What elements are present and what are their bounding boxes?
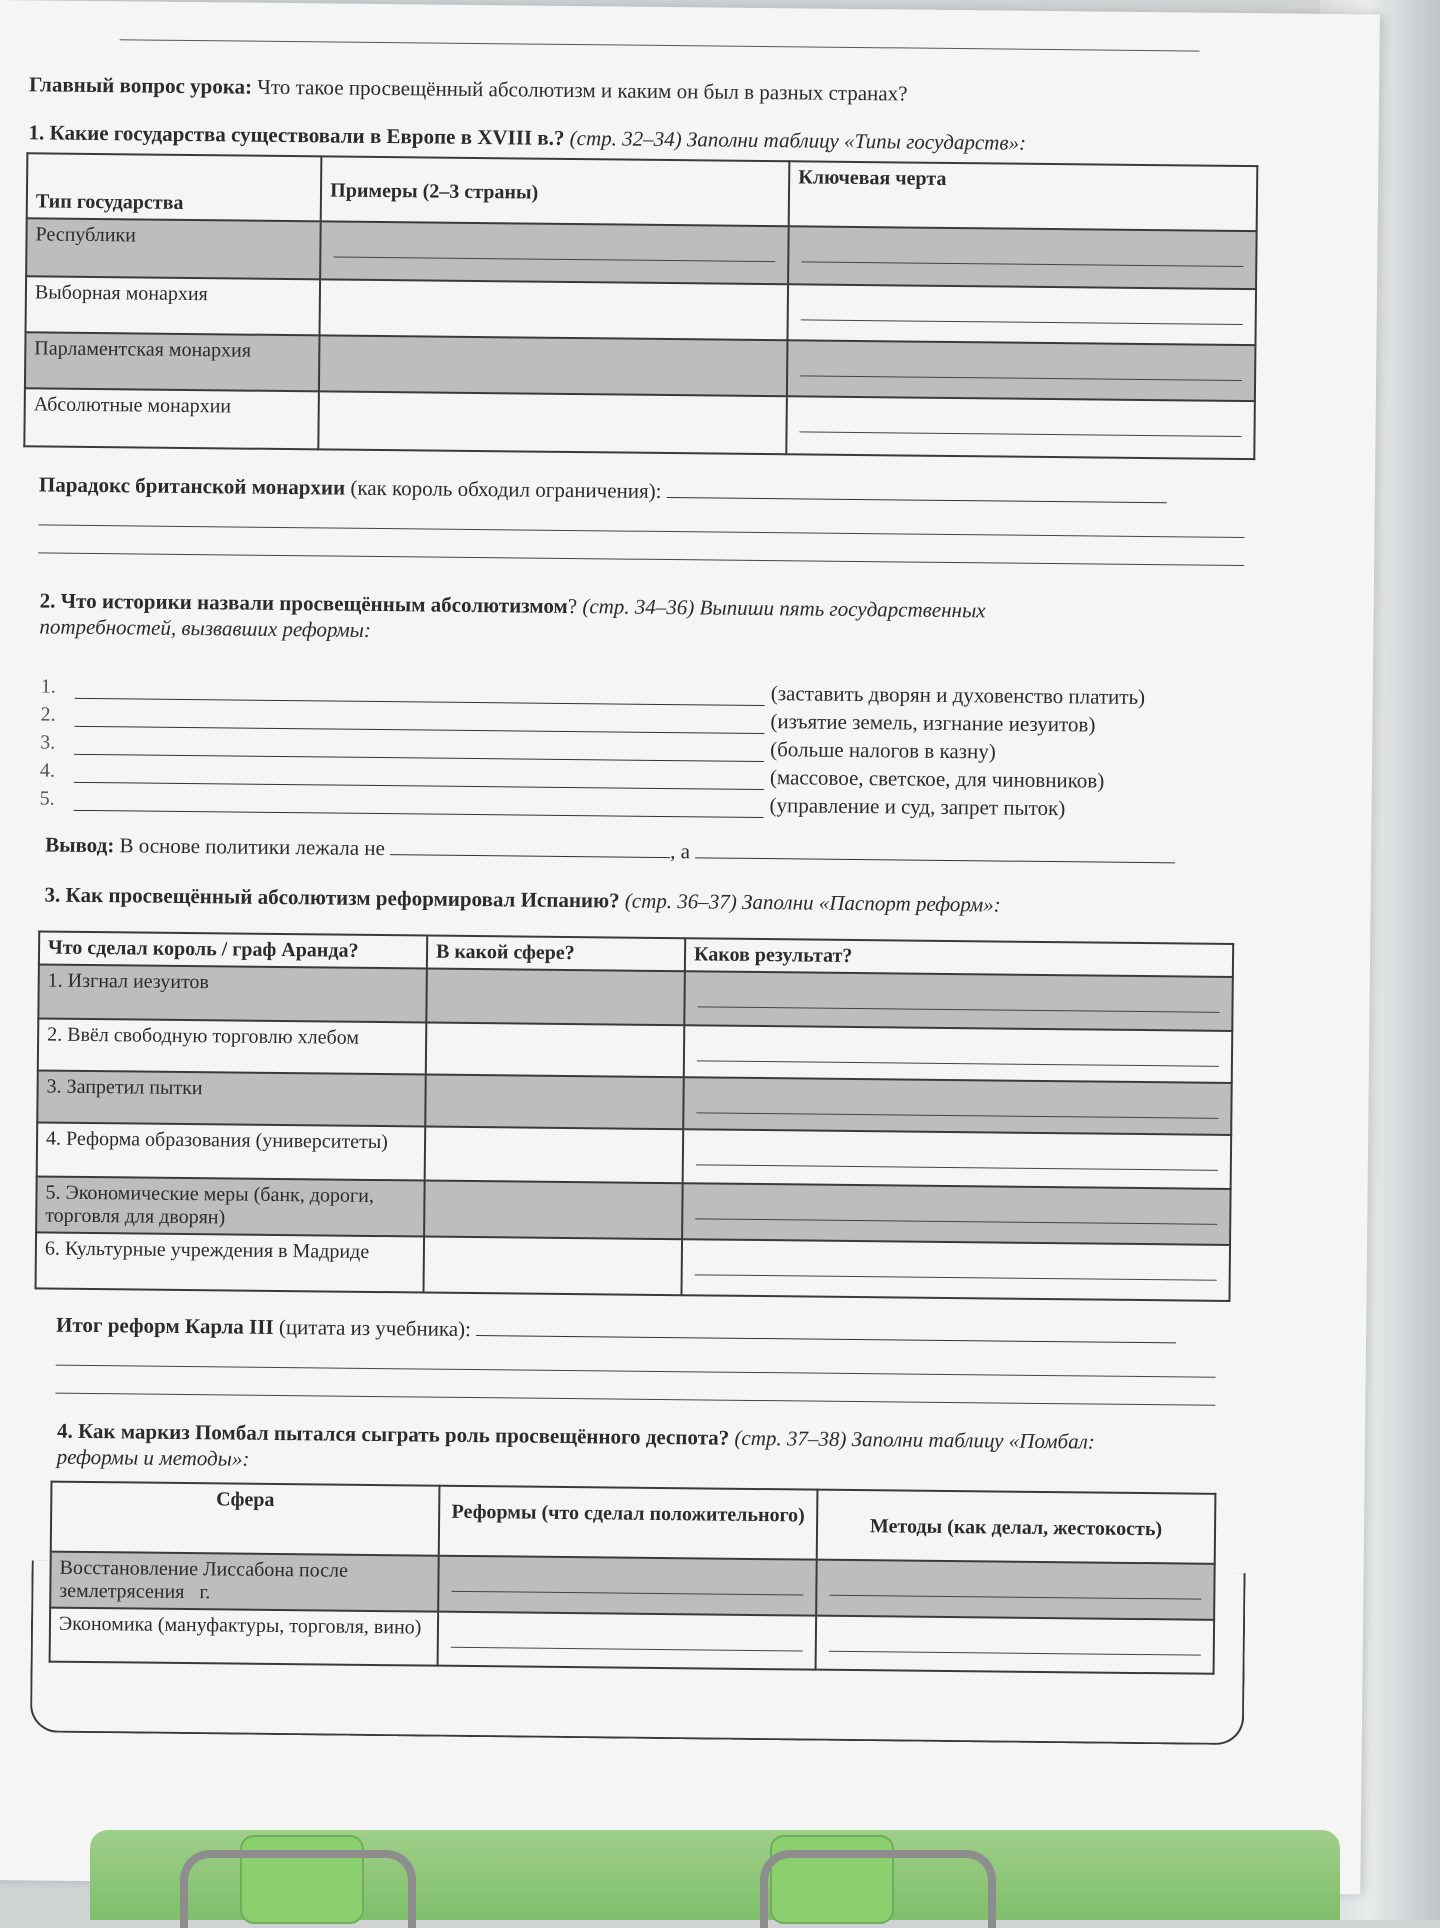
answer-line[interactable] — [667, 477, 1167, 503]
answer-line[interactable] — [74, 792, 764, 818]
stand-wire-right — [760, 1850, 996, 1928]
answer-cell[interactable] — [319, 391, 787, 454]
passport-row-label: 1. Изгнал иезуитов — [38, 964, 427, 1022]
summary-hint: (цитата из учебника): — [278, 1314, 472, 1342]
answer-line[interactable] — [476, 1315, 1176, 1343]
item-hint: (больше налогов в казну) — [770, 737, 996, 764]
passport-col-sphere: В какой сфере? — [427, 936, 685, 972]
answer-cell[interactable] — [425, 1075, 684, 1130]
paradox-label: Парадокс британской монархии — [38, 472, 346, 500]
conclusion — [45, 831, 1175, 870]
section1-ref: (стр. 32–34) — [569, 125, 682, 152]
answer-line[interactable] — [38, 552, 1244, 566]
pombal-col-sphere: Сфера — [51, 1482, 440, 1556]
states-row-label: Абсолютные монархии — [24, 388, 319, 449]
answer-cell[interactable] — [426, 1023, 685, 1078]
answer-cell[interactable] — [320, 221, 788, 284]
item-hint: (управление и суд, запрет пыток) — [769, 793, 1066, 821]
answer-cell[interactable] — [788, 284, 1256, 345]
states-row-label: Республики — [26, 218, 321, 279]
item-hint: (изъятие земель, изгнание иезуитов) — [770, 709, 1096, 737]
answer-cell[interactable] — [425, 1127, 684, 1184]
answer-cell[interactable] — [319, 335, 787, 396]
paradox-prompt — [39, 470, 1167, 509]
pombal-col-reforms: Реформы (что сделал положительного) — [439, 1486, 818, 1560]
passport-row-label: 4. Реформа образования (университеты) — [37, 1122, 426, 1180]
item-number: 2. — [40, 703, 56, 726]
pombal-col-methods: Методы (как делал, жестокость) — [817, 1490, 1216, 1564]
summary-label: Итог реформ Карла III — [56, 1312, 274, 1339]
answer-cell[interactable] — [681, 1239, 1230, 1301]
pombal-table-header — [51, 1482, 1216, 1564]
section4-task-2: реформы и методы»: — [56, 1444, 250, 1471]
top-rule — [120, 39, 1200, 51]
states-table — [23, 152, 1258, 460]
states-col-type: Тип государства — [27, 153, 322, 221]
answer-cell[interactable] — [787, 340, 1255, 401]
passport-row-label: 2. Ввёл свободную торговлю хлебом — [38, 1018, 427, 1074]
states-row-label: Выборная монархия — [26, 276, 321, 335]
passport-col-action: Что сделал король / граф Аранда? — [39, 931, 427, 968]
item-number: 3. — [40, 731, 56, 754]
needs-list — [40, 670, 1146, 822]
section4-ref: (стр. 37–38) — [734, 1425, 847, 1451]
answer-cell[interactable] — [682, 1183, 1231, 1245]
answer-cell[interactable] — [320, 279, 788, 340]
passport-row-label: 6. Культурные учреждения в Мадриде — [36, 1232, 425, 1292]
section2-ref: (стр. 34–36) — [582, 594, 695, 620]
paradox-hint: (как король обходил ограничения): — [350, 475, 662, 503]
main-question-label: Главный вопрос урока: — [28, 72, 253, 99]
section3-task: Заполни «Паспорт реформ»: — [741, 889, 1001, 917]
passport-row-label: 5. Экономические меры (банк, дороги, торговля для дворян) — [36, 1176, 425, 1236]
section1-title: 1. Какие государства существовали в Европе в XVIII в.? — [28, 120, 565, 150]
answer-line[interactable] — [38, 524, 1244, 538]
passport-row-label: 3. Запретил пытки — [37, 1070, 426, 1126]
answer-cell[interactable] — [684, 1025, 1233, 1083]
answer-cell[interactable] — [683, 1077, 1232, 1135]
section1-heading — [28, 120, 1026, 155]
answer-cell[interactable] — [426, 969, 685, 1026]
main-question-text: Что такое просвещённый абсолютизм и каким он был в разных странах? — [257, 74, 908, 106]
section3-title: 3. Как просвещённый абсолютизм реформировал Испанию? — [44, 882, 620, 913]
item-hint: (массовое, светское, для чиновников) — [769, 765, 1105, 793]
answer-cell[interactable] — [423, 1237, 682, 1296]
conclusion-sep: , а — [670, 839, 691, 864]
conclusion-text: В основе политики лежала не — [119, 833, 386, 861]
answer-cell[interactable] — [424, 1181, 683, 1240]
page-border-frame — [30, 1560, 1246, 1745]
item-hint: (заставить дворян и духовенство платить) — [770, 681, 1146, 710]
answer-cell[interactable] — [788, 226, 1256, 289]
section3-heading — [44, 883, 1000, 918]
summary-prompt — [56, 1311, 1176, 1350]
states-col-feature: Ключевая черта — [789, 161, 1258, 231]
section2-qmark: ? — [567, 593, 578, 619]
section3-ref: (стр. 36–37) — [624, 888, 737, 914]
answer-line[interactable] — [55, 1393, 1215, 1406]
states-col-examples: Примеры (2–3 страны) — [321, 156, 790, 226]
answer-line[interactable] — [390, 834, 670, 858]
section4-title: 4. Как маркиз Помбал пытался сыграть роль просвещённого деспота? — [56, 1418, 730, 1450]
section1-task: Заполни таблицу «Типы государств»: — [686, 127, 1027, 155]
pombal-row-suffix: г. — [199, 1581, 211, 1604]
answer-cell[interactable] — [684, 971, 1233, 1031]
answer-cell[interactable] — [683, 1129, 1232, 1189]
passport-col-result: Каков результат? — [685, 938, 1233, 977]
stand-wire-left — [180, 1850, 416, 1928]
section2-task-2: потребностей, вызвавших реформы: — [39, 614, 372, 642]
item-number: 1. — [40, 675, 56, 698]
answer-cell[interactable] — [786, 396, 1254, 459]
answer-line[interactable] — [56, 1365, 1216, 1378]
table-row — [36, 1232, 1231, 1301]
section4-task-1: Заполни таблицу «Помбал: — [851, 1426, 1095, 1454]
answer-line[interactable] — [695, 837, 1175, 863]
table-row — [24, 388, 1255, 459]
states-row-label: Парламентская монархия — [25, 332, 320, 391]
main-question — [29, 72, 908, 106]
conclusion-label: Вывод: — [45, 832, 115, 858]
reforms-passport-table — [34, 930, 1234, 1302]
section2-task-1: Выпиши пять государственных — [699, 595, 986, 623]
pombal-row-label: Экономика (мануфактуры, торговля, вино) — [50, 1608, 439, 1666]
item-number: 5. — [39, 787, 55, 810]
pombal-row-text: Восстановление Лиссабона после землетрясения — [59, 1556, 348, 1604]
item-number: 4. — [39, 759, 56, 782]
section2-title: 2. Что историки назвали просвещённым абсолютизмом — [39, 588, 568, 618]
